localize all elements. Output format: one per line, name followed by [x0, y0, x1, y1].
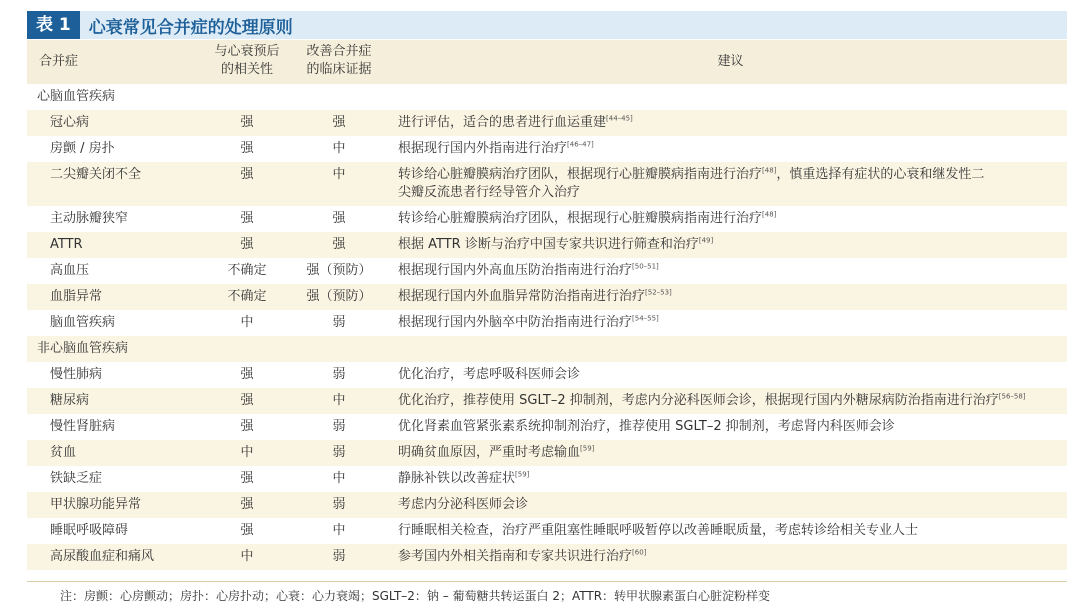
reference-citation: [60]	[632, 548, 647, 557]
reference-citation: [44–45]	[606, 114, 633, 123]
comorbidity-name: 慢性肾脏病	[50, 419, 116, 434]
advice-line: 优化肾素血管紧张素系统抑制剂治疗，推荐使用 SGLT–2 抑制剂，考虑肾内科医师会诊	[398, 419, 895, 434]
table-row	[27, 440, 1067, 466]
section-header-row	[27, 336, 1067, 362]
advice-text	[398, 418, 1063, 436]
prognosis-value: 强	[240, 237, 254, 252]
comorbidity-name: 甲状腺功能异常	[50, 497, 142, 512]
reference-citation: [46–47]	[567, 140, 594, 149]
advice-line: 明确贫血原因，严重时考虑输血	[398, 445, 581, 460]
table-row	[27, 162, 1067, 206]
prognosis-value: 强	[240, 497, 254, 512]
reference-citation: [54–55]	[632, 314, 659, 323]
table-row	[27, 362, 1067, 388]
advice-line: 参考国内外相关指南和专家共识进行治疗	[398, 549, 633, 564]
comorbidity-name: 主动脉瓣狭窄	[50, 211, 129, 226]
table-row	[27, 232, 1067, 258]
evidence-value: 弱	[332, 497, 346, 512]
advice-line: 转诊给心脏瓣膜病治疗团队，根据现行心脏瓣膜病指南进行治疗	[398, 211, 763, 226]
table-row	[27, 206, 1067, 232]
advice-text	[398, 522, 1063, 540]
prognosis-value: 强	[240, 393, 254, 408]
advice-text	[398, 314, 1063, 332]
table-row	[27, 388, 1067, 414]
prognosis-value: 强	[240, 211, 254, 226]
advice-line: 转诊给心脏瓣膜病治疗团队，根据现行心脏瓣膜病指南进行治疗	[398, 167, 763, 182]
prognosis-value: 中	[240, 445, 254, 460]
evidence-value: 中	[332, 167, 346, 182]
table-title: 心衰常见合并症的处理原则	[88, 17, 293, 38]
advice-text	[398, 444, 1063, 462]
comorbidity-name: 睡眠呼吸障碍	[50, 523, 129, 538]
prognosis-value: 强	[240, 367, 254, 382]
section-title: 非心脑血管疾病	[37, 341, 129, 356]
evidence-value: 强	[332, 237, 346, 252]
advice-text	[398, 548, 1063, 566]
evidence-value: 中	[332, 523, 346, 538]
evidence-value: 强（预防）	[306, 289, 372, 304]
advice-text	[398, 496, 1063, 514]
table-row	[27, 110, 1067, 136]
advice-line: 行睡眠相关检查，治疗严重阻塞性睡眠呼吸暂停以改善睡眠质量，考虑转诊给相关专业人士	[398, 523, 919, 538]
advice-text	[398, 392, 1063, 410]
advice-text	[398, 288, 1063, 306]
table-row	[27, 414, 1067, 440]
advice-text	[398, 262, 1063, 280]
advice-line: ，慎重选择有症状的心衰和继发性二	[776, 167, 985, 182]
evidence-value: 弱	[332, 367, 346, 382]
comorbidity-name: 血脂异常	[50, 289, 103, 304]
comorbidity-name: 脑血管疾病	[50, 315, 116, 330]
table-footnote: 注：房颤：心房颤动；房扑：心房扑动；心衰：心力衰竭；SGLT–2：钠 – 葡萄糖共转运蛋白 2；ATTR：转甲状腺素蛋白心脏淀粉样变	[60, 589, 771, 603]
table-row	[27, 518, 1067, 544]
evidence-value: 弱	[332, 445, 346, 460]
prognosis-value: 强	[240, 523, 254, 538]
advice-text	[398, 236, 1063, 254]
prognosis-value: 不确定	[227, 263, 267, 278]
comorbidity-name: 贫血	[50, 445, 77, 460]
table-row	[27, 258, 1067, 284]
evidence-value: 中	[332, 471, 346, 486]
advice-line: 根据现行国内外脑卒中防治指南进行治疗	[398, 315, 633, 330]
comorbidity-name: ATTR	[50, 237, 83, 252]
comorbidity-name: 冠心病	[50, 115, 90, 130]
table-label: 表 1	[27, 11, 80, 39]
evidence-value: 弱	[332, 549, 346, 564]
comorbidity-name: 高血压	[50, 263, 90, 278]
advice-line: 优化治疗，推荐使用 SGLT–2 抑制剂，考虑内分泌科医师会诊，根据现行国内外糖尿病防治指南进行治疗	[398, 393, 999, 408]
table-bottom-rule	[27, 581, 1067, 582]
prognosis-value: 强	[240, 141, 254, 156]
advice-text	[398, 114, 1063, 132]
table-body	[27, 84, 1067, 570]
evidence-value: 强（预防）	[306, 263, 372, 278]
prognosis-value: 强	[240, 419, 254, 434]
reference-citation: [59]	[580, 444, 595, 453]
prognosis-value: 中	[240, 549, 254, 564]
advice-line: 静脉补铁以改善症状	[398, 471, 516, 486]
evidence-value: 中	[332, 141, 346, 156]
advice-text	[398, 210, 1063, 228]
reference-citation: [48]	[762, 166, 777, 175]
advice-line: 考虑内分泌科医师会诊	[398, 497, 529, 512]
reference-citation: [52–53]	[645, 288, 672, 297]
advice-line: 根据现行国内外高血压防治指南进行治疗	[398, 263, 633, 278]
table-header	[27, 40, 1067, 85]
section-title: 心脑血管疾病	[37, 89, 116, 104]
comorbidity-name: 糖尿病	[50, 393, 90, 408]
advice-line: 根据 ATTR 诊断与治疗中国专家共识进行筛查和治疗	[398, 237, 699, 252]
evidence-value: 弱	[332, 315, 346, 330]
reference-citation: [59]	[515, 470, 530, 479]
header-comorbidity: 合并症	[39, 54, 79, 69]
evidence-value: 强	[332, 211, 346, 226]
table-row	[27, 310, 1067, 336]
advice-text	[398, 166, 1063, 202]
evidence-value: 弱	[332, 419, 346, 434]
comorbidity-name: 房颤 / 房扑	[50, 141, 115, 156]
table-row	[27, 492, 1067, 518]
advice-line: 优化治疗，考虑呼吸科医师会诊	[398, 367, 581, 382]
table-row	[27, 544, 1067, 570]
table-row	[27, 284, 1067, 310]
reference-citation: [49]	[698, 236, 714, 245]
table-row	[27, 466, 1067, 492]
header-prognosis: 与心衰预后 的相关性	[214, 44, 280, 77]
reference-citation: [48]	[762, 210, 777, 219]
advice-line: 根据现行国内外指南进行治疗	[398, 141, 568, 156]
advice-line: 进行评估，适合的患者进行血运重建	[398, 115, 607, 130]
header-evidence: 改善合并症 的临床证据	[306, 44, 372, 77]
table-row	[27, 136, 1067, 162]
prognosis-value: 强	[240, 167, 254, 182]
prognosis-value: 不确定	[227, 289, 267, 304]
evidence-value: 强	[332, 115, 346, 130]
table-title-bar	[27, 11, 1067, 39]
evidence-value: 中	[332, 393, 346, 408]
comorbidity-name: 慢性肺病	[50, 367, 103, 382]
comorbidity-name: 铁缺乏症	[50, 471, 103, 486]
section-header-row	[27, 84, 1067, 110]
advice-text	[398, 140, 1063, 158]
advice-line: 根据现行国内外血脂异常防治指南进行治疗	[398, 289, 646, 304]
prognosis-value: 中	[240, 315, 254, 330]
advice-text	[398, 366, 1063, 384]
prognosis-value: 强	[240, 115, 254, 130]
reference-citation: [50–51]	[632, 262, 659, 271]
prognosis-value: 强	[240, 471, 254, 486]
comorbidity-name: 高尿酸血症和痛风	[50, 549, 155, 564]
header-advice: 建议	[717, 54, 744, 69]
advice-text	[398, 470, 1063, 488]
advice-line: 尖瓣反流患者行经导管介入治疗	[398, 185, 581, 200]
comorbidity-name: 二尖瓣关闭不全	[50, 167, 142, 182]
reference-citation: [56–58]	[998, 392, 1026, 401]
